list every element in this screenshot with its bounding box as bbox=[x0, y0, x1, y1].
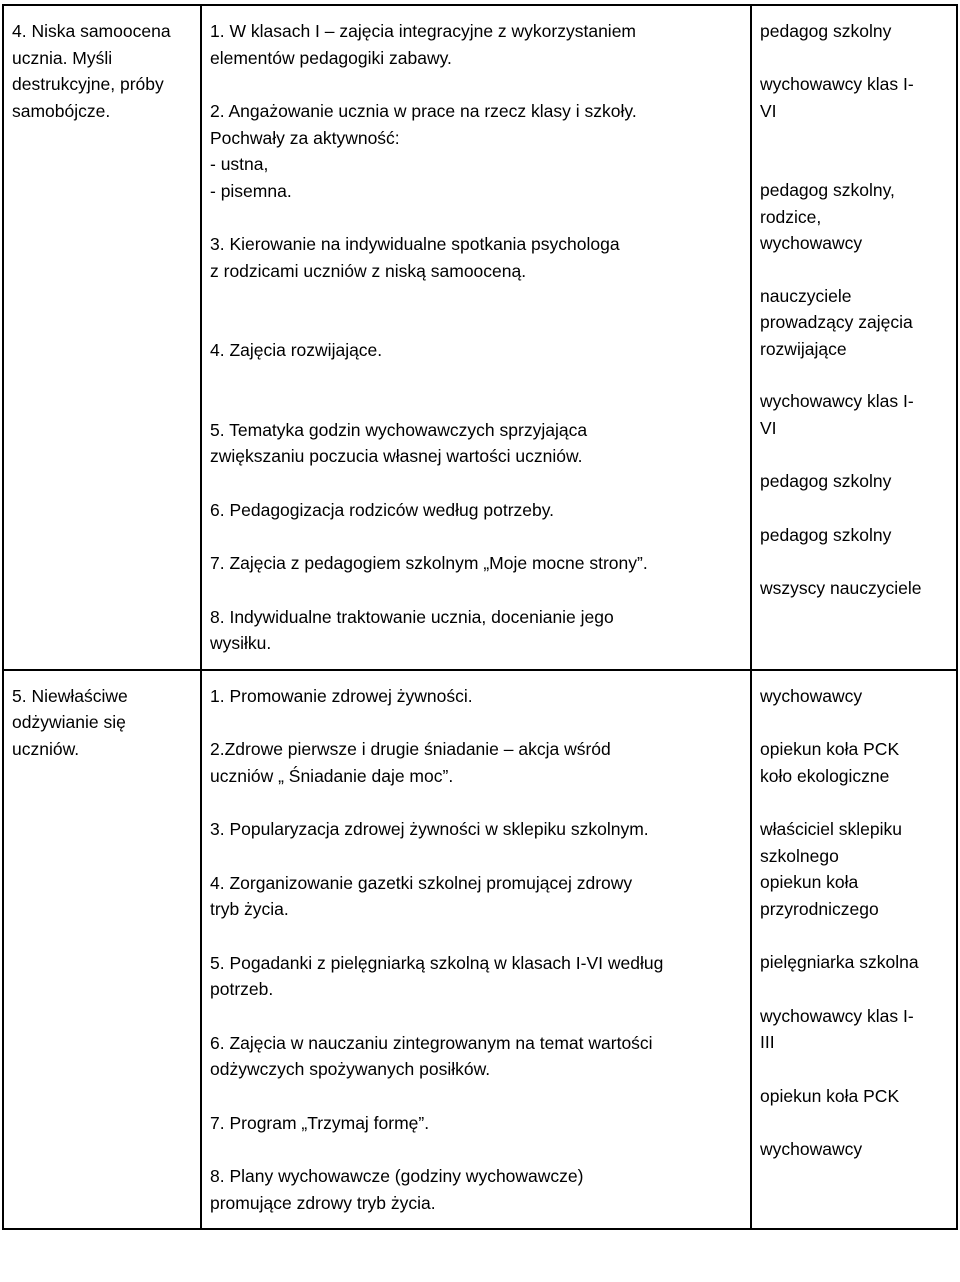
responsible-text-line: wszyscy nauczyciele bbox=[760, 578, 922, 598]
responsible-item bbox=[760, 683, 950, 710]
action-text-line: 4. Zajęcia rozwijające. bbox=[210, 340, 383, 360]
responsible-text-line bbox=[760, 45, 950, 72]
responsible-item bbox=[760, 283, 950, 363]
responsible-item bbox=[760, 1003, 950, 1056]
action-item bbox=[210, 816, 744, 843]
plan-table-body bbox=[3, 5, 957, 1229]
problem-text-line: 5. Niewłaściwe bbox=[12, 685, 128, 706]
action-item bbox=[210, 98, 744, 204]
action-text-line: 6. Zajęcia w nauczaniu zintegrowanym na temat wartości bbox=[210, 1032, 653, 1053]
action-text-line: 3. Popularyzacja zdrowej żywności w sklepiku szkolnym. bbox=[210, 819, 649, 839]
problem-cell bbox=[3, 670, 201, 1230]
responsible-text-line: wychowawcy klas I- bbox=[760, 1005, 914, 1026]
responsible-text-line: prowadzący zajęcia bbox=[760, 312, 913, 332]
action-item bbox=[210, 950, 744, 1003]
action-item bbox=[210, 1030, 744, 1083]
action-text-line: z rodzicami uczniów z niską samooceną. bbox=[210, 260, 527, 281]
responsible-text-line: wychowawcy klas I- bbox=[760, 391, 914, 411]
action-item bbox=[210, 417, 744, 470]
responsible-item bbox=[760, 736, 950, 789]
responsible-text-line: rodzice, bbox=[760, 206, 822, 227]
action-text-line: wysiłku. bbox=[210, 633, 272, 653]
education-plan-table bbox=[2, 4, 958, 1230]
action-text-line: - ustna, bbox=[210, 154, 269, 174]
action-text-line: 2. Angażowanie ucznia w prace na rzecz klasy i szkoły. bbox=[210, 101, 637, 121]
responsible-item bbox=[760, 575, 950, 602]
action-text-line: 6. Pedagogizacja rodziców według potrzeby. bbox=[210, 499, 555, 520]
action-item bbox=[210, 231, 744, 284]
responsible-item bbox=[760, 816, 950, 922]
problem-text-line: samobójcze. bbox=[12, 100, 111, 121]
responsible-item bbox=[760, 177, 950, 257]
action-item bbox=[210, 550, 744, 577]
responsible-text-line: pedagog szkolny bbox=[760, 524, 892, 545]
action-text-line: 4. Zorganizowanie gazetki szkolnej promującej zdrowy bbox=[210, 872, 633, 893]
problem-text-line: destrukcyjne, próby bbox=[12, 74, 164, 94]
responsible-text-line: opiekun koła bbox=[760, 872, 859, 892]
action-item bbox=[210, 604, 744, 657]
action-text-line: tryb życia. bbox=[210, 899, 289, 919]
actions-cell bbox=[201, 5, 751, 670]
responsible-item bbox=[760, 388, 950, 441]
responsible-text-line: VI bbox=[760, 100, 777, 121]
responsible-text-line: nauczyciele bbox=[760, 285, 852, 306]
table-row bbox=[3, 5, 957, 670]
responsible-text-line: VI bbox=[760, 417, 777, 438]
problem-cell bbox=[3, 5, 201, 670]
table-row bbox=[3, 670, 957, 1230]
action-text-line: 7. Zajęcia z pedagogiem szkolnym „Moje mocne strony”. bbox=[210, 553, 648, 573]
action-text-line: potrzeb. bbox=[210, 979, 274, 999]
action-item bbox=[210, 18, 744, 71]
actions-cell bbox=[201, 670, 751, 1230]
responsible-text-line: opiekun koła PCK bbox=[760, 1085, 900, 1106]
problem-text-line: 4. Niska samoocena bbox=[12, 21, 171, 41]
action-text-line: 2.Zdrowe pierwsze i drugie śniadanie – akcja wśród bbox=[210, 739, 611, 759]
responsible-text-line: pielęgniarka szkolna bbox=[760, 952, 919, 972]
action-text-line: 8. Indywidualne traktowanie ucznia, docenianie jego bbox=[210, 606, 614, 627]
responsible-item bbox=[760, 522, 950, 549]
responsible-cell bbox=[751, 670, 957, 1230]
responsible-text-line: szkolnego bbox=[760, 845, 839, 866]
action-text-line: 1. Promowanie zdrowej żywności. bbox=[210, 685, 473, 706]
responsible-text-line: pedagog szkolny, bbox=[760, 180, 895, 200]
responsible-text-line: właściciel sklepiku bbox=[760, 819, 902, 839]
responsible-item bbox=[760, 468, 950, 495]
problem-text-line: ucznia. Myśli bbox=[12, 47, 113, 68]
action-text-line: elementów pedagogiki zabawy. bbox=[210, 47, 452, 68]
action-text-line: 3. Kierowanie na indywidualne spotkania psychologa bbox=[210, 234, 620, 254]
action-item bbox=[210, 870, 744, 923]
action-item bbox=[210, 337, 744, 364]
action-text-line: uczniów „ Śniadanie daje moc”. bbox=[210, 765, 454, 786]
responsible-text-line: wychowawcy klas I- bbox=[760, 74, 914, 94]
action-text-line: zwiększaniu poczucia własnej wartości uczniów. bbox=[210, 446, 583, 466]
responsible-text-line: opiekun koła PCK bbox=[760, 739, 900, 759]
action-item bbox=[210, 1163, 744, 1216]
action-text-line: promujące zdrowy tryb życia. bbox=[210, 1192, 436, 1213]
action-item bbox=[210, 1110, 744, 1137]
problem-text-line: odżywianie się bbox=[12, 712, 126, 732]
action-text-line: 1. W klasach I – zajęcia integracyjne z wykorzystaniem bbox=[210, 21, 636, 41]
responsible-text-line: rozwijające bbox=[760, 338, 847, 359]
responsible-cell bbox=[751, 5, 957, 670]
action-text-line: 5. Tematyka godzin wychowawczych sprzyjająca bbox=[210, 419, 588, 440]
responsible-text-line: wychowawcy bbox=[760, 685, 863, 706]
action-item bbox=[210, 736, 744, 789]
problem-text-line: uczniów. bbox=[12, 738, 80, 759]
responsible-item bbox=[760, 18, 950, 124]
action-text-line: 5. Pogadanki z pielęgniarką szkolną w klasach I-VI według bbox=[210, 952, 664, 973]
responsible-text-line: pedagog szkolny bbox=[760, 471, 892, 491]
action-text-line: Pochwały za aktywność: bbox=[210, 127, 400, 148]
responsible-text-line: III bbox=[760, 1032, 775, 1052]
action-text-line: 7. Program „Trzymaj formę”. bbox=[210, 1112, 430, 1133]
responsible-text-line: koło ekologiczne bbox=[760, 765, 890, 786]
responsible-item bbox=[760, 949, 950, 976]
responsible-text-line: wychowawcy bbox=[760, 233, 863, 253]
action-text-line: 8. Plany wychowawcze (godziny wychowawcze) bbox=[210, 1166, 584, 1186]
action-item bbox=[210, 683, 744, 710]
responsible-text-line: pedagog szkolny bbox=[760, 21, 892, 41]
action-text-line: - pisemna. bbox=[210, 180, 292, 201]
action-text-line: odżywczych spożywanych posiłków. bbox=[210, 1059, 491, 1079]
responsible-text-line: wychowawcy bbox=[760, 1139, 863, 1159]
action-item bbox=[210, 497, 744, 524]
responsible-text-line: przyrodniczego bbox=[760, 898, 879, 919]
responsible-item bbox=[760, 1136, 950, 1163]
responsible-item bbox=[760, 1083, 950, 1110]
